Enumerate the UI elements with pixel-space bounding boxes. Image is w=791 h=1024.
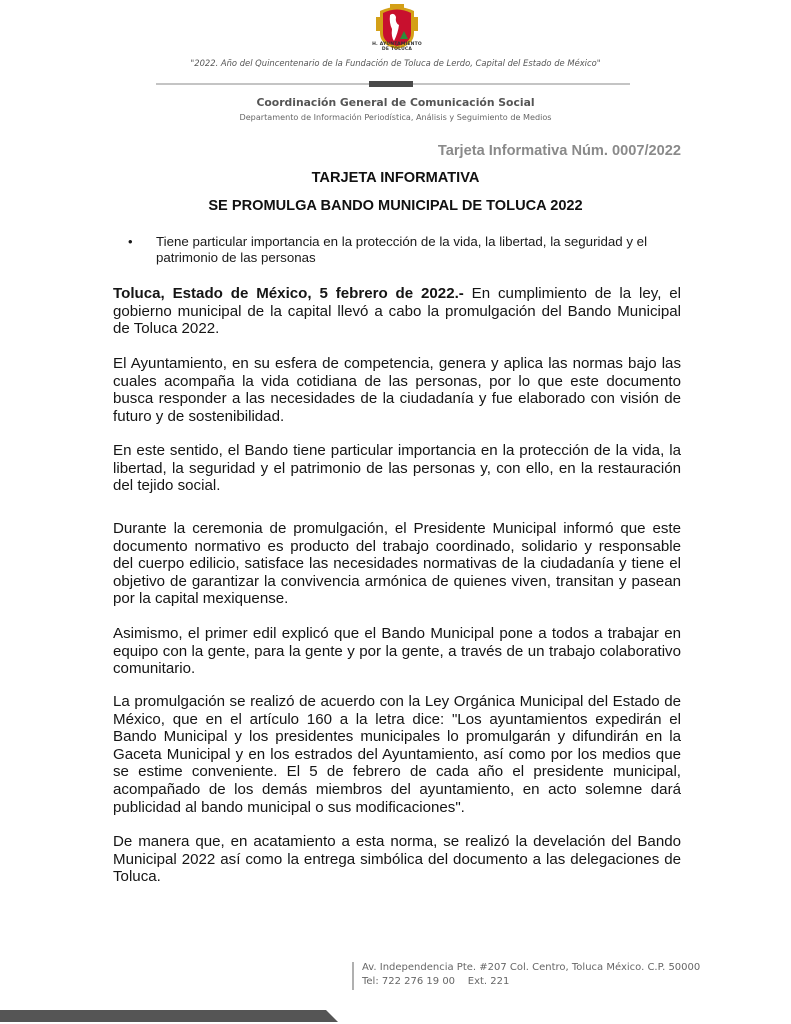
card-number: Tarjeta Informativa Núm. 0007/2022: [437, 143, 681, 159]
footer-address: Av. Independencia Pte. #207 Col. Centro, Toluca México. C.P. 50000: [362, 962, 701, 973]
body-paragraph: Durante la ceremonia de promulgación, el Presidente Municipal informó que este documento normativo es producto del trabajo coordinado, solidario y responsable del cuerpo edilicio, satisface las necesidades normativas de la ciudadanía y tiene el objetivo de garantizar la convivencia armónica de quienes viven, transitan y pasean por la capital mexiquense.: [113, 520, 681, 608]
bullet-icon: •: [128, 234, 133, 249]
body-paragraph: El Ayuntamiento, en su esfera de competencia, genera y aplica las normas bajo las cuales acompaña la vida cotidiana de las personas, por lo que este documento busca responder a las necesidades de la ciudadanía y fue elaborado con visión de futuro y de sostenibilidad.: [113, 355, 681, 425]
logo-caption: [340, 42, 454, 52]
footer-divider: [352, 962, 354, 990]
summary-bullet: [128, 234, 652, 266]
footer-phone: Tel: 722 276 19 00 Ext. 221: [362, 976, 510, 987]
paragraph-text: En cumplimiento de la ley, el gobierno municipal de la capital llevó a cabo la promulgación del Bando Municipal de Toluca 2022.: [113, 285, 681, 338]
dateline: Toluca, Estado de México, 5 febrero de 2022.-: [113, 285, 464, 302]
department-subtitle: Departamento de Información Periodística, Análisis y Seguimiento de Medios: [239, 112, 552, 122]
bullet-text: Tiene particular importancia en la protección de la vida, la libertad, la seguridad y el patrimonio de las personas: [156, 234, 648, 265]
footer-stripe: [0, 1008, 340, 1022]
official-year-motto: "2022. Año del Quincentenario de la Fundación de Toluca de Lerdo, Capital del Estado de México": [190, 58, 601, 68]
body-paragraph: Asimismo, el primer edil explicó que el Bando Municipal pone a todos a trabajar en equipo con la gente, para la gente y por la gente, a través de un trabajo colaborativo comunitario.: [113, 625, 681, 678]
logo-caption-line1: H. AYUNTAMIENTO: [372, 42, 422, 47]
body-paragraph: La promulgación se realizó de acuerdo con la Ley Orgánica Municipal del Estado de México, que en el artículo 160 a la letra dice: "Los ayuntamientos expedirán el Bando Municipal y los presidentes municipales lo promulgarán y difundirán en la Gaceta Municipal y en los estrados del Ayuntamiento, así como por los medios que se estime conveniente. El 5 de febrero de cada año el presidente municipal, acompañado de los demás miembros del ayuntamiento, en acto solemne dará publicidad al bando municipal o sus modificaciones".: [113, 693, 681, 816]
body-paragraph: [113, 285, 681, 338]
body-paragraph: En este sentido, el Bando tiene particular importancia en la protección de la vida, la libertad, la seguridad y el patrimonio de las personas y, con ello, en la restauración del tejido social.: [113, 442, 681, 495]
document-headline: SE PROMULGA BANDO MUNICIPAL DE TOLUCA 2022: [208, 198, 583, 214]
department-title: Coordinación General de Comunicación Social: [256, 96, 535, 109]
document-title: TARJETA INFORMATIVA: [311, 170, 480, 186]
logo-caption-line2: DE TOLUCA: [381, 47, 413, 52]
body-paragraph: De manera que, en acatamiento a esta norma, se realizó la develación del Bando Municipal 2022 así como la entrega simbólica del documento a las delegaciones de Toluca.: [113, 833, 681, 886]
header-divider-mark: [369, 81, 413, 87]
